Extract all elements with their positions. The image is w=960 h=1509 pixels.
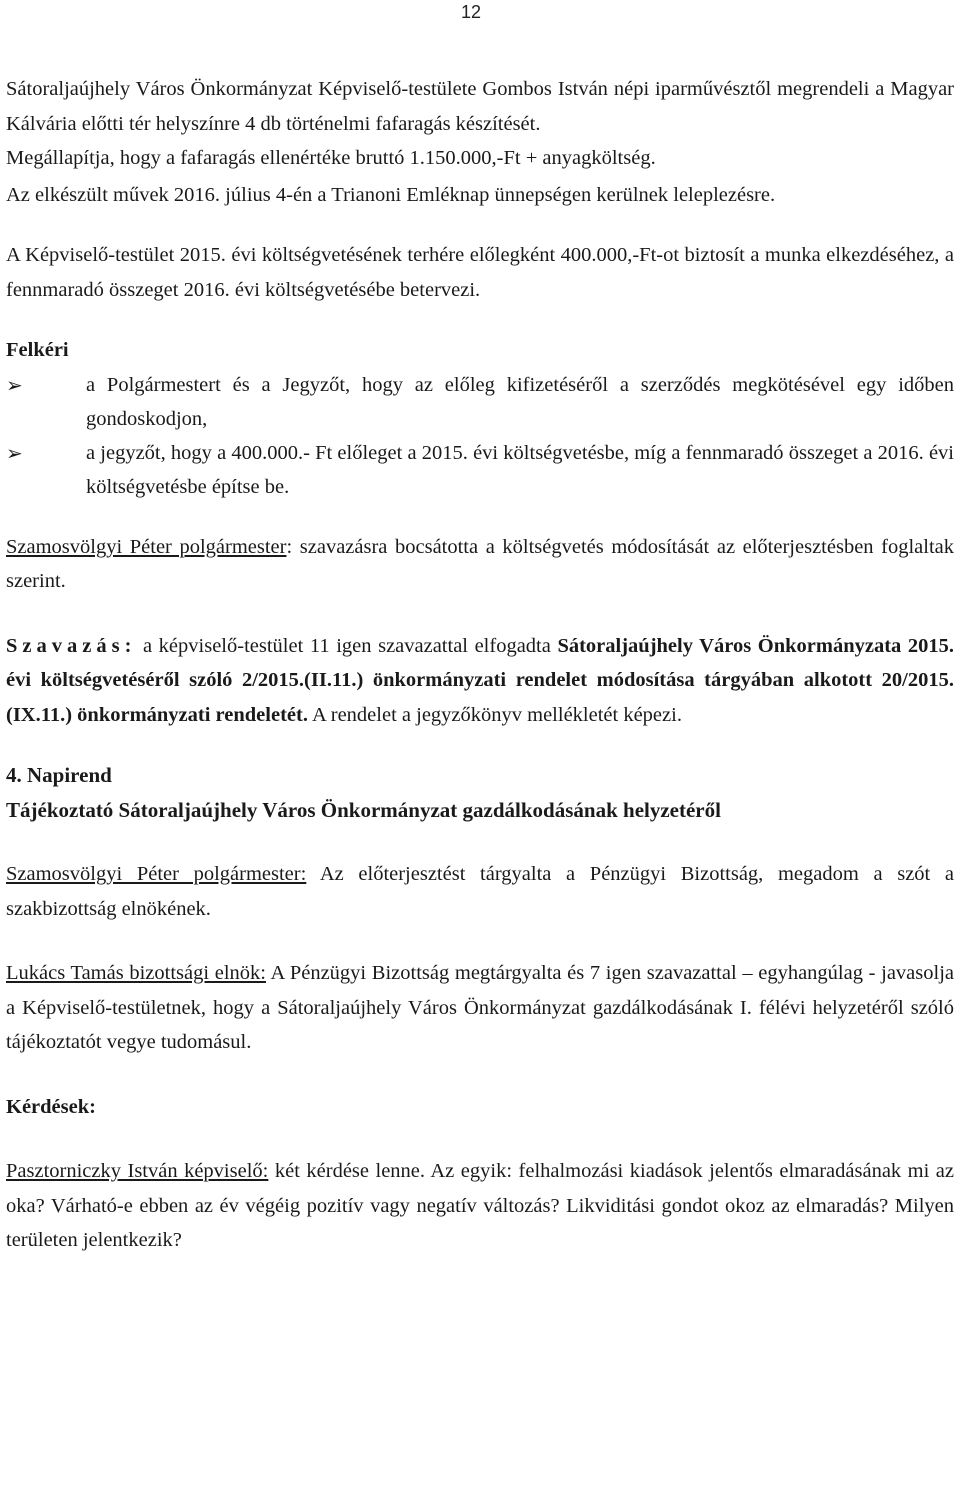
decree-title: Sátoraljaújhely Város Önkormányzata 2015. évi költségvetéséről szóló 2/2015.(II.11.) önkormányzati rendelet módosítása tárgyában alkotott 20/2015.(IX.11.) önkormányzati rendeletét. xyxy=(6,634,954,726)
paragraph-text: Az előterjesztést tárgyalta a Pénzügyi Bizottság, megadom a szót a szakbizottság elnökének. xyxy=(6,863,954,920)
list-item-text: a Polgármestert és a Jegyzőt, hogy az előleg kifizetéséről a szerződés megkötésével egy időben gondoskodjon, xyxy=(86,373,954,430)
paragraph-question xyxy=(6,1154,954,1258)
speaker-name: Szamosvölgyi Péter polgármester: xyxy=(6,863,307,885)
agenda-title: Tájékoztató Sátoraljaújhely Város Önkormányzat gazdálkodásának helyzetéről xyxy=(6,797,721,822)
paragraph-price: Megállapítja, hogy a fafaragás ellenértéke bruttó 1.150.000,-Ft + anyagköltség. xyxy=(6,147,656,169)
list-item-text: a jegyzőt, hogy a 400.000.- Ft előleget a 2015. évi költségvetésbe, míg a fennmaradó összeget a 2016. évi költségvetésbe építse be. xyxy=(86,441,954,498)
vote-text-end: A rendelet a jegyzőkönyv mellékletét képezi. xyxy=(307,703,682,726)
speaker-name: Lukács Tamás bizottsági elnök: xyxy=(6,962,266,984)
speaker-separator: : xyxy=(286,535,293,558)
paragraph-text: A Pénzügyi Bizottság megtárgyalta és 7 igen szavazattal – egyhangúlag - javasolja a Képviselő-testületnek, hogy a Sátoraljaújhely Város Önkormányzat gazdálkodásának I. félévi helyzetéről szóló tájékoztatót vegye tudomásul. xyxy=(6,962,954,1053)
paragraph-order: Sátoraljaújhely Város Önkormányzat Képviselő-testülete Gombos István népi iparművésztől megrendeli a Magyar Kálvária előtti tér helyszínre 4 db történelmi fafaragás készítését. xyxy=(6,78,954,135)
paragraph-unveiling: Az elkészült művek 2016. július 4-én a Trianoni Emléknap ünnepségen kerülnek leleplezésre. xyxy=(6,183,776,206)
vote-label: Szavazás: xyxy=(6,634,137,657)
page-number: 12 xyxy=(460,2,482,22)
felkeri-list xyxy=(6,368,954,504)
speaker-name: Szamosvölgyi Péter polgármester xyxy=(6,535,287,558)
arrow-bullet-icon: ➢ xyxy=(6,372,23,397)
speaker-name: Pasztorniczky István képviselő: xyxy=(6,1160,269,1182)
paragraph-budget: A Képviselő-testület 2015. évi költségvetésének terhére előlegként 400.000,-Ft-ot biztosít a munka elkezdéséhez, a fennmaradó összeget 2016. évi költségvetésébe betervezi. xyxy=(6,244,954,301)
felkeri-heading: Felkéri xyxy=(6,339,69,361)
paragraph-text: szavazásra bocsátotta a költségvetés módosítását az előterjesztésben foglaltak szerint. xyxy=(6,535,954,592)
document-body xyxy=(6,72,954,1258)
paragraph-committee xyxy=(6,956,954,1060)
questions-heading: Kérdések: xyxy=(6,1095,96,1118)
paragraph-text: két kérdése lenne. Az egyik: felhalmozási kiadások jelentős elmaradásának mi az oka? Várható-e ebben az év végéig pozitív vagy negatív változás? Likviditási gondot okoz az elmaradás? Milyen területen jelentkezik? xyxy=(6,1160,955,1251)
paragraph-mayor-intro xyxy=(6,857,954,926)
arrow-bullet-icon: ➢ xyxy=(6,440,23,465)
list-item xyxy=(6,436,954,504)
vote-text: a képviselő-testület 11 igen szavazattal elfogadta xyxy=(136,634,558,657)
agenda-number: 4. Napirend xyxy=(6,763,112,787)
paragraph-vote-result xyxy=(6,629,954,733)
list-item xyxy=(6,368,954,436)
paragraph-mayor-vote xyxy=(6,530,954,599)
